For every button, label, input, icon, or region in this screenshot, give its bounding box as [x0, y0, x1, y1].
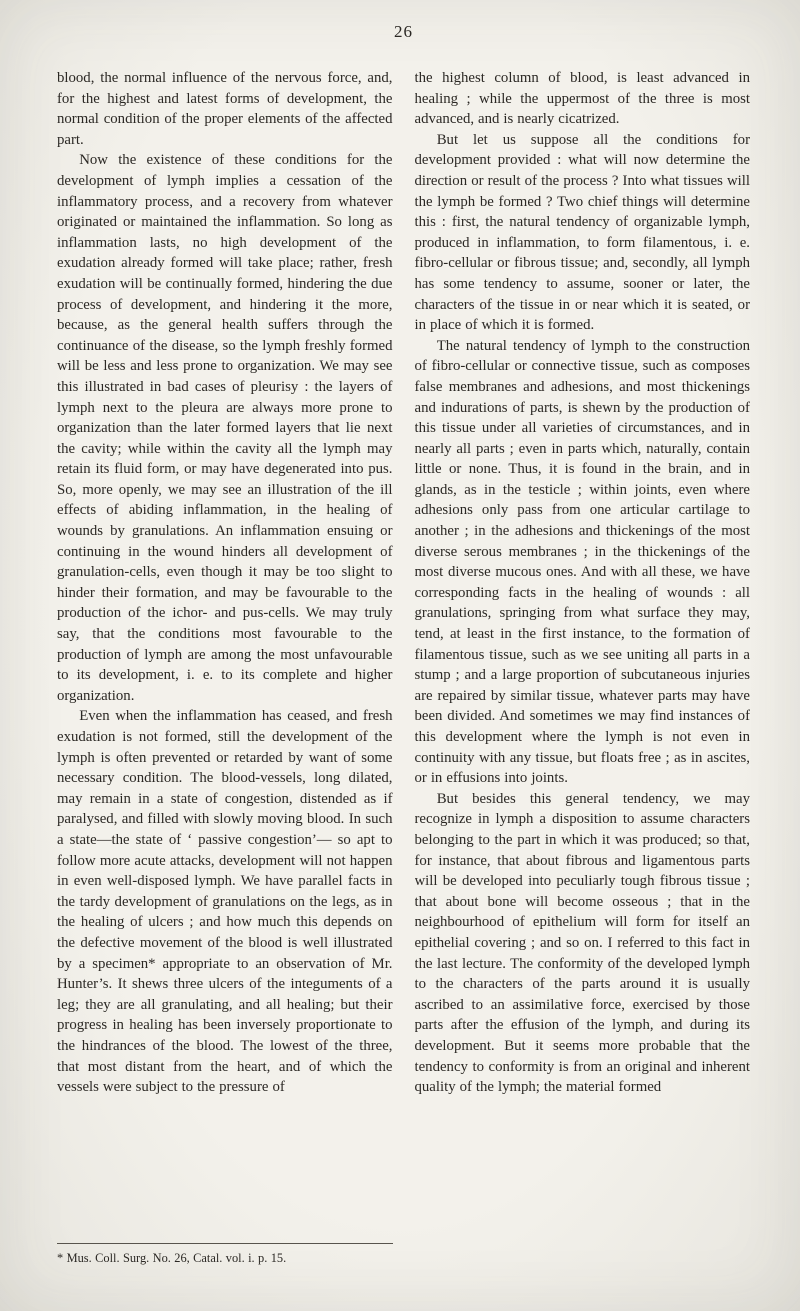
paragraph: Now the existence of these conditions for the development of lymph implies a cessation of the inflammatory process, and a recovery from whatever originated or maintained the inflammation. So long as inflammation lasts, no high development of the exudation already formed will take place; rather, fresh exudation will be continually formed, hindering the due process of development, and hindering it the more, because, as the general health suffers through the continuance of the disease, so the lymph freshly formed will be less and less prone to organization. We may see this illustrated in bad cases of pleurisy : the layers of lymph next to the pleura are always more prone to organization than the later formed layers that lie next the cavity; while within the cavity all the lymph may retain its fluid form, or may have degenerated into pus. So, more openly, we may see an illustration of the ill effects of abiding inflammation, in the healing of wounds by granulations. An inflammation ensuing or continuing in the wound hinders all development of granulation-cells, even though it may be too slight to hinder their formation, and may be favourable to the production of the ichor- and pus-cells. We may truly say, that the conditions most favourable to the production of lymph are among the most unfavourable to its development, i. e. to its complete and higher organization. [57, 152, 393, 704]
paragraph: But besides this general tendency, we may recognize in lymph a disposition to assume characters belonging to the part in which it was produced; so that, for instance, that about fibrous and ligamentous parts will be developed into peculiarly tough fibrous tissue ; that about bone will become osseous ; that in the neighbourhood of epithelium will form for itself an epithelial covering ; and so on. I referred to this fact in the last lecture. The conformity of the developed lymph to the characters of the parts around it is usually ascribed to an assimilative force, exercised by those parts after the effusion of the lymph, and during its development. But it seems more probable that the tendency to conformity is from an original and inherent quality of the lymph; the material formed [414, 790, 750, 1096]
paragraph-continuation: the highest column of blood, is least advanced in healing ; while the uppermost of the three is most advanced, and is nearly cicatrized. [414, 70, 750, 128]
text-columns [57, 68, 750, 1266]
page-number: 26 [394, 22, 413, 41]
paragraph-continuation: blood, the normal influence of the nervous force, and, for the highest and latest forms of development, the normal condition of the proper elements of the affected part. [57, 70, 393, 148]
right-column [415, 68, 751, 1266]
footnote-divider [57, 1243, 393, 1244]
paragraph: The natural tendency of lymph to the construction of fibro-cellular or connective tissue, such as composes false membranes and adhesions, and most thickenings and indurations of parts, is shewn by the production of this tissue under all varieties of circumstances, and in nearly all parts ; even in parts which, naturally, contain little or none. Thus, it is found in the brain, and in glands, as in the testicle ; within joints, even where adhesions only pass from one articular cartilage to another ; in the adhesions and thickenings of the most diverse serous membranes ; in the thickenings of the most diverse mucous ones. And with all these, we have corresponding facts in the healing of wounds : all granulations, springing from what surface they may, tend, at least in the first instance, to the formation of filamentous tissue, such as we see uniting all parts in a stump ; and a large proportion of subcutaneous injuries are repaired by similar tissue, whatever parts may have been divided. And sometimes we may find instances of this development where the lymph is not even in continuity with any tissue, but floats free ; as in ascites, or in effusions into joints. [414, 337, 750, 787]
footnote-block [57, 1235, 393, 1266]
footnote: * Mus. Coll. Surg. No. 26, Catal. vol. i. p. 15. [57, 1251, 287, 1265]
paragraph: But let us suppose all the conditions for development provided : what will now determine the direction or result of the process ? Into what tissues will the lymph be formed ? Two chief things will determine this : first, the natural tendency of organizable lymph, produced in inflammation, to form filamentous, i. e. fibro-cellular or fibrous tissue; and, secondly, all lymph has some tendency to assume, sooner or later, the characters of the tissue in or near which it is seated, or in place of which it is formed. [414, 131, 750, 334]
left-column [57, 68, 393, 1266]
paragraph: Even when the inflammation has ceased, and fresh exudation is not formed, still the development of the lymph is often prevented or retarded by want of some necessary condition. The blood-vessels, long dilated, may remain in a state of congestion, distended as if paralysed, and filled with slowly moving blood. In such a state—the state of ‘ passive congestion’— so apt to follow more acute attacks, development will not happen in even well-disposed lymph. We have parallel facts in the tardy development of granulations on the legs, as in the healing of ulcers ; and how much this depends on the defective movement of the blood is well illustrated by a specimen* appropriate to an observation of Mr. Hunter’s. It shews three ulcers of the integuments of a leg; they are all granulating, and all healing; but their progress in healing has been inversely proportionate to the hindrances of the blood. The lowest of the three, that most distant from the heart, and of which the vessels were subject to the pressure of [57, 708, 393, 1096]
